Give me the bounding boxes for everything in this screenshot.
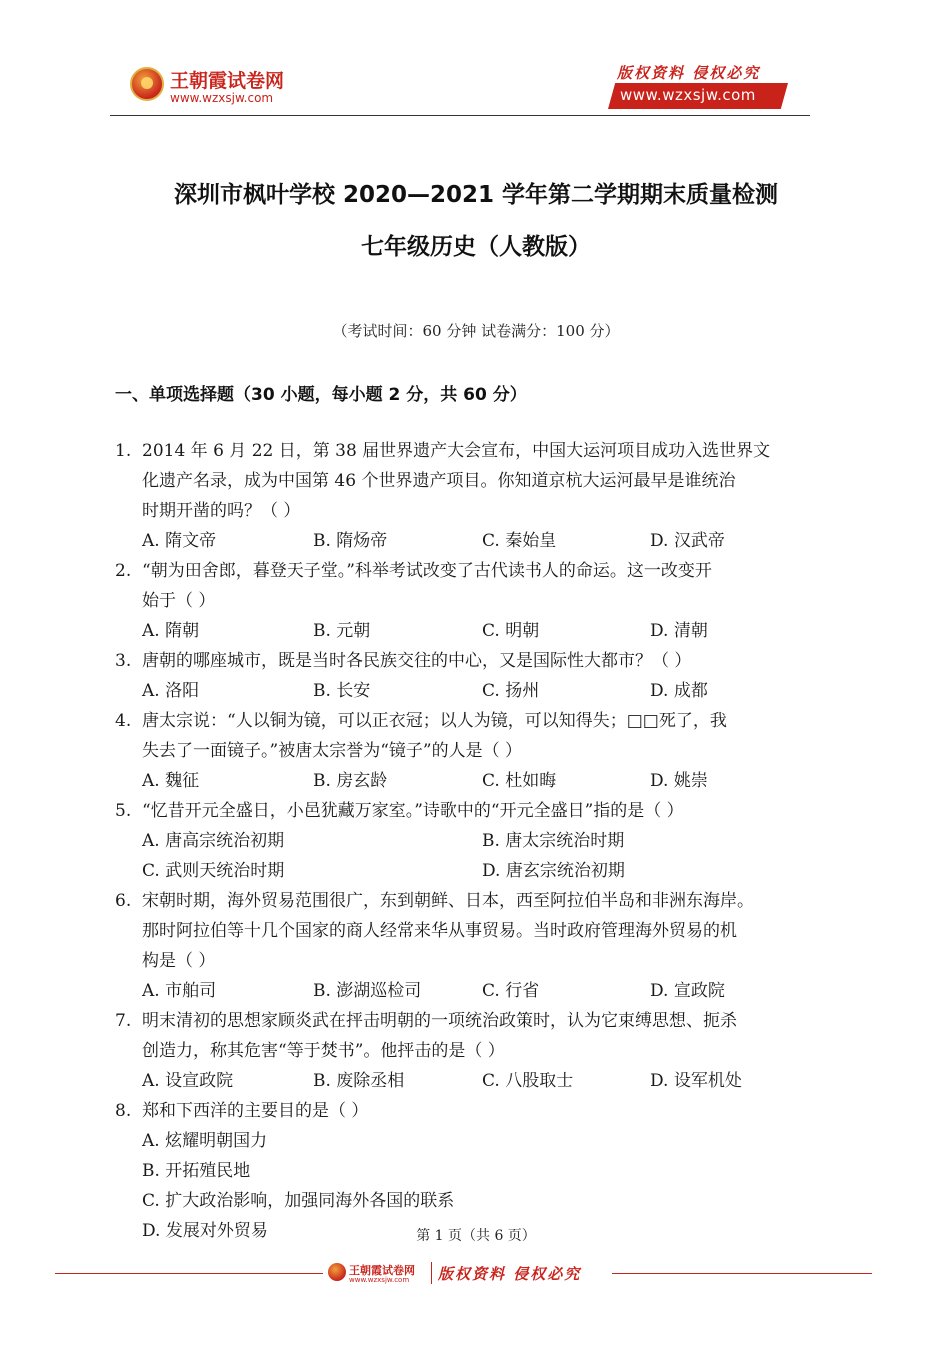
question-text: 化遗产名录，成为中国第 46 个世界遗产项目。你知道京杭大运河最早是谁统治 (142, 471, 736, 491)
option-a: A. 隋文帝 (142, 531, 217, 551)
site-logo-url: www.wzxsjw.com (170, 91, 274, 105)
question-text: 构是（ ） (142, 951, 216, 971)
question-text: 始于（ ） (142, 591, 216, 611)
option-a: A. 设宣政院 (142, 1071, 234, 1091)
question-text: 明末清初的思想家顾炎武在抨击明朝的一项统治政策时，认为它束缚思想、扼杀 (142, 1011, 737, 1031)
question-number: 7. (115, 1011, 132, 1031)
exam-subtitle: 七年级历史（人教版） (361, 234, 591, 260)
option-c: C. 杜如晦 (482, 771, 557, 791)
option-d: D. 发展对外贸易 (142, 1221, 268, 1241)
option-a: A. 唐高宗统治初期 (142, 831, 285, 851)
question-text: 那时阿拉伯等十几个国家的商人经常来华从事贸易。当时政府管理海外贸易的机 (142, 921, 737, 941)
option-d: D. 清朝 (650, 621, 708, 641)
option-d: D. 宣政院 (650, 981, 725, 1001)
question-text: 郑和下西洋的主要目的是（ ） (142, 1101, 369, 1121)
footer-logo-icon (328, 1263, 346, 1281)
option-b: B. 唐太宗统治时期 (482, 831, 625, 851)
option-a: A. 魏征 (142, 771, 200, 791)
question-text: 唐太宗说：“人以铜为镜，可以正衣冠；以人为镜，可以知得失；□□死了，我 (142, 711, 727, 731)
option-c: C. 扩大政治影响，加强同海外各国的联系 (142, 1191, 455, 1211)
header-divider (110, 115, 810, 116)
footer-logo-url: www.wzxsjw.com (349, 1276, 410, 1284)
option-b: B. 废除丞相 (313, 1071, 405, 1091)
footer-separator (431, 1262, 432, 1284)
option-c: C. 扬州 (482, 681, 540, 701)
option-a: A. 市舶司 (142, 981, 217, 1001)
question-number: 3. (115, 651, 132, 671)
exam-info: （考试时间：60 分钟 试卷满分：100 分） (332, 322, 620, 340)
option-b: B. 开拓殖民地 (142, 1161, 251, 1181)
site-logo-icon (130, 67, 164, 101)
option-a: A. 炫耀明朝国力 (142, 1131, 268, 1151)
option-c: C. 八股取士 (482, 1071, 574, 1091)
page-number: 第 1 页（共 6 页） (416, 1228, 536, 1244)
option-b: B. 元朝 (313, 621, 371, 641)
question-number: 1. (115, 441, 132, 461)
option-b: B. 房玄龄 (313, 771, 388, 791)
option-c: C. 明朝 (482, 621, 540, 641)
option-d: D. 汉武帝 (650, 531, 725, 551)
question-text: “朝为田舍郎，暮登天子堂。”科举考试改变了古代读书人的命运。这一改变开 (142, 561, 712, 581)
option-c: C. 行省 (482, 981, 540, 1001)
question-text: “忆昔开元全盛日，小邑犹藏万家室。”诗歌中的“开元全盛日”指的是（ ） (142, 801, 684, 821)
exam-title: 深圳市枫叶学校 2020—2021 学年第二学期期末质量检测 (173, 182, 779, 208)
question-number: 6. (115, 891, 132, 911)
option-b: B. 澎湖巡检司 (313, 981, 422, 1001)
question-number: 4. (115, 711, 132, 731)
question-number: 8. (115, 1101, 132, 1121)
option-c: C. 秦始皇 (482, 531, 557, 551)
footer-rule-left (55, 1273, 323, 1274)
question-text: 宋朝时期，海外贸易范围很广，东到朝鲜、日本，西至阿拉伯半岛和非洲东海岸。 (142, 891, 754, 911)
question-text: 2014 年 6 月 22 日，第 38 届世界遗产大会宣布，中国大运河项目成功入选世界文 (142, 441, 771, 461)
option-a: A. 隋朝 (142, 621, 200, 641)
option-d: D. 成都 (650, 681, 708, 701)
question-text: 唐朝的哪座城市，既是当时各民族交往的中心，又是国际性大都市？（ ） (142, 651, 692, 671)
footer-logo-name: 王朝霞试卷网 (349, 1264, 415, 1277)
option-b: B. 隋炀帝 (313, 531, 388, 551)
option-d: D. 姚崇 (650, 771, 708, 791)
question-text: 创造力，称其危害“等于焚书”。他抨击的是（ ） (142, 1041, 505, 1061)
option-d: D. 唐玄宗统治初期 (482, 861, 625, 881)
option-b: B. 长安 (313, 681, 371, 701)
option-c: C. 武则天统治时期 (142, 861, 285, 881)
question-text: 失去了一面镜子。”被唐太宗誉为“镜子”的人是（ ） (142, 741, 522, 761)
site-logo-name: 王朝霞试卷网 (170, 70, 285, 92)
option-d: D. 设军机处 (650, 1071, 742, 1091)
question-text: 时期开凿的吗？（ ） (142, 501, 301, 521)
section-heading: 一、单项选择题（30 小题，每小题 2 分，共 60 分） (115, 385, 527, 405)
question-number: 5. (115, 801, 132, 821)
copyright-notice: 版权资料 侵权必究 (617, 64, 761, 82)
footer-copyright: 版权资料 侵权必究 (438, 1265, 582, 1283)
footer-rule-right (612, 1273, 872, 1274)
option-a: A. 洛阳 (142, 681, 200, 701)
url-ribbon-text: www.wzxsjw.com (620, 86, 756, 104)
question-number: 2. (115, 561, 132, 581)
